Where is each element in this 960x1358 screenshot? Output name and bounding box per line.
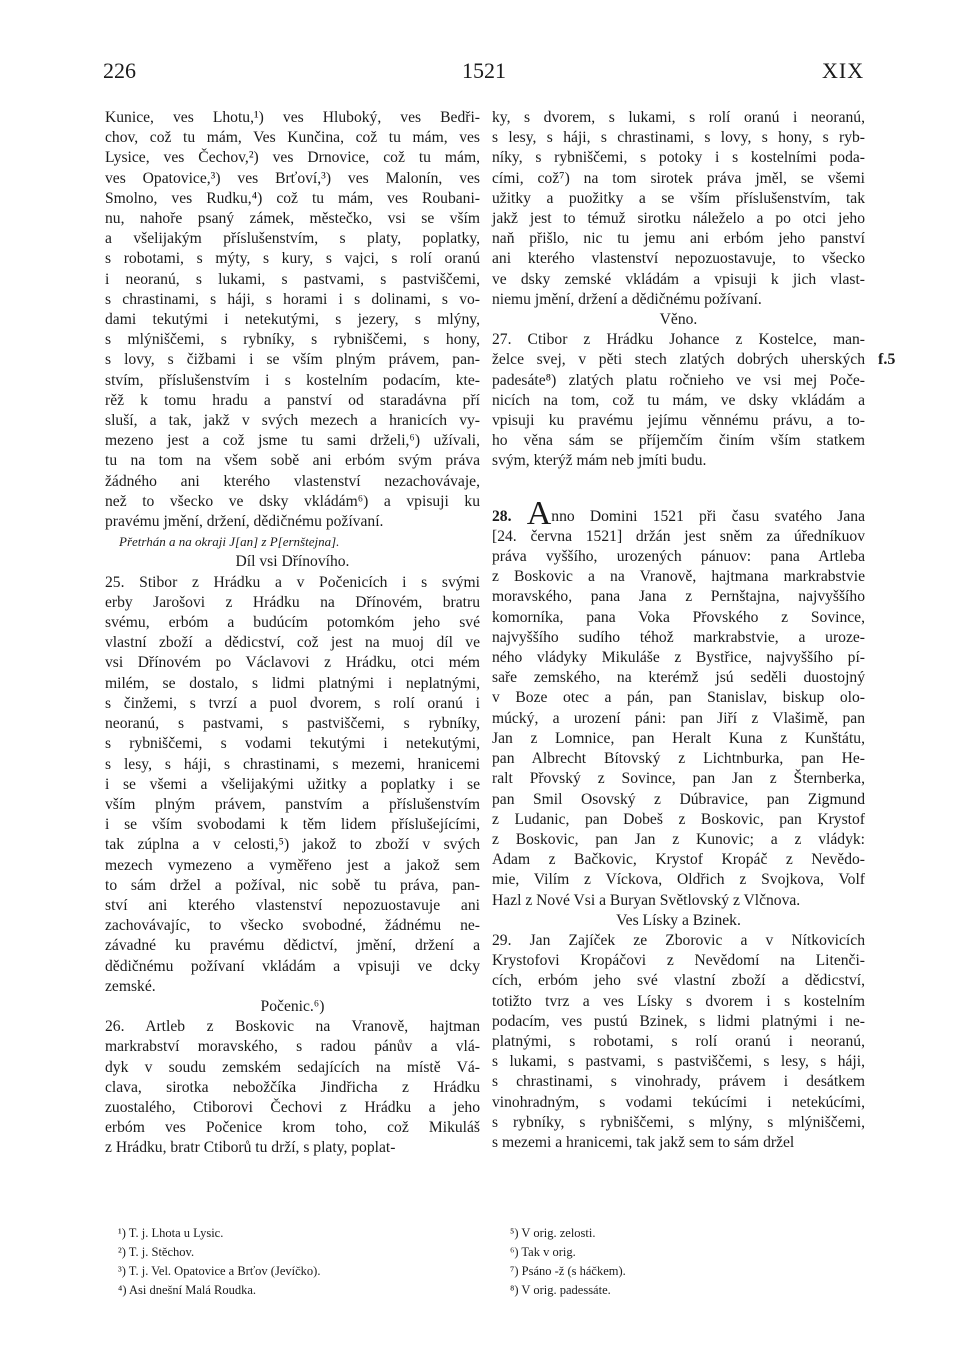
text-line: želce svej, v pěti stech zlatých dobrých uherských	[492, 351, 865, 369]
margin-folio-note: f.5	[878, 351, 896, 368]
text-line: ství ani kterého vlastenství nepozuostavuje ani	[105, 896, 480, 914]
text-line: s rybniščemi, s vodami tekutými i netekutými,	[105, 735, 480, 753]
text-line: s mlýniščemi, s rybníky, s rybniščemi, s hony,	[105, 331, 480, 349]
text-line: zuostalého, Ctiborovi Čechovi z Hrádku a jeho	[105, 1098, 480, 1116]
text-line: z Boskovic a na Vranově, hajtmana markrabstvie	[492, 568, 865, 586]
text-line: sluší, a tak, jakž v svých mezech a hranicích vy-	[105, 412, 480, 430]
text-line: svému, erbóm a budúcím potomkóm jeho své	[105, 614, 480, 632]
text-line: 29. Jan Zajíček ze Zborovic a v Nítkovicích	[492, 931, 865, 949]
text-line: zachovávajíc, to všecko svobodné, žádnému ne-	[105, 917, 480, 935]
page-year: 1521	[462, 58, 506, 83]
text-line: nicích na tom, což tu mám, ve dsky vkládám a	[492, 391, 865, 409]
footnotes-left	[118, 1224, 320, 1300]
text-line: ho věna sám se příjemčím činím vším statkem	[492, 432, 865, 450]
text-line: s robotami, s mýty, s kury, s vajci, s rolí oranú	[105, 250, 480, 268]
entry-29	[492, 931, 865, 1153]
text-line: saře zemského, na kterémž jsú seděli duostojný	[492, 669, 865, 687]
text-line: cích, erbóm jeho své vlastní zboží a dědicství,	[492, 972, 865, 990]
text-line: vinohradným, s vodami tekúcími i netekúcími,	[492, 1093, 865, 1111]
text-line: komorníka, pana Voka Přovského z Sovince,	[492, 608, 865, 626]
left-column	[105, 108, 480, 1159]
entry-line: nno Domini 1521 při času svatého Jana	[551, 507, 865, 525]
text-line: moravského, pana Jana z Pernštajna, najvyššího	[492, 588, 865, 606]
text-line: podacím, ves pustú Bzinek, s lidmi platnými i ne-	[492, 1012, 865, 1030]
text-line: závadné ku pravému dědictví, jmění, držení a	[105, 937, 480, 955]
text-line: Adam z Bačkovic, Krystof Kropáč z Nevědo-	[492, 851, 865, 869]
footnote: ⁷) Psáno -ž (s háčkem).	[510, 1264, 626, 1278]
text-line: mezeno jest a což jsme tu sami drželi,⁶) užívali,	[105, 432, 480, 450]
text-line: Smolno, ves Rudku,⁴) což tu mám, ves Roubani-	[105, 189, 480, 207]
text-line: svým, kterýž mám neb jmíti budu.	[492, 452, 707, 470]
text-line: užitky a puožitky a se vším příslušenstvím, tak	[492, 189, 865, 207]
text-line: 27. Ctibor z Hrádku Johance z Kostelce, man-	[492, 331, 865, 349]
entry-27	[492, 330, 865, 471]
text-line: markrabství moravského, s radou pánův a vlá-	[105, 1038, 480, 1056]
text-line: s lesy, s háji, s chrastinami, s lovy, s hony, s ryb-	[492, 129, 865, 147]
text-line: zemské.	[105, 977, 156, 995]
text-line: najvyššího sudího téhož markrabstvie, a uroze-	[492, 628, 865, 646]
text-line: vším plným právem, panstvím a příslušenstvím	[105, 795, 480, 813]
text-line: Jan z Lomnice, pan Heralt Kuna z Kunštátu,	[492, 729, 865, 747]
text-line: cími, což⁷) na tom sirotek práva jměl, se všemi	[492, 169, 865, 187]
text-line: s lukami, s pastvami, s pastviščemi, s lesy, s háji,	[492, 1053, 865, 1071]
right-text-block	[492, 108, 865, 310]
footnote: ³) T. j. Vel. Opatovice a Brťov (Jevíčko).	[118, 1264, 321, 1278]
text-line: s chrastinami, s vinohrady, právem i desátkem	[492, 1073, 865, 1091]
entry-25	[105, 573, 480, 997]
text-line: pan Albrecht Bítovský z Lichtnburka, pan He-	[492, 750, 865, 768]
section-heading: Díl vsi Dřínovího.	[235, 553, 350, 571]
right-column	[492, 108, 865, 1153]
text-line: a všelijakým příslušenstvím, s platy, poplatky,	[105, 230, 480, 248]
left-text-block	[105, 108, 480, 532]
text-line: 26. Artleb z Boskovic na Vranově, hajtman	[105, 1018, 480, 1036]
text-line: Kunice, ves Lhotu,¹) ves Hluboký, ves Bedři-	[105, 109, 480, 126]
text-line: neoranú, s pastvami, s pastviščemi, s rybníky,	[105, 715, 480, 733]
footnote: ⁶) Tak v orig.	[510, 1245, 576, 1259]
text-line: ani kterého vlastenství nepozuostavuje, to všecko	[492, 250, 865, 268]
text-line: níky, s rybniščemi, s potoky i s kostelními poda-	[492, 149, 865, 167]
section-heading: Ves Lísky a Bzinek.	[616, 911, 741, 929]
text-line: dyk v soudu zemském sedajících na místě Vá-	[105, 1058, 480, 1076]
text-line: pan Smil Osovský z Dúbravice, pan Zigmund	[492, 790, 865, 808]
text-line: s činžemi, s tvrzí a puol dvorem, s rolí oranú i	[105, 694, 480, 712]
text-line: vpisuji ku pravému jejímu věnnému právu, a to-	[492, 412, 865, 430]
footnote: ⁸) V orig. padessáte.	[510, 1283, 611, 1297]
text-line: tak zúplna a v celosti,⁵) jakož to zboží v svých	[105, 836, 480, 854]
footnotes-right	[510, 1224, 626, 1300]
text-line: [24. června 1521] držán jest sněm za úředníkuov	[492, 527, 865, 545]
text-line: to sám držel a požíval, nic sobě tu práva, pan-	[105, 876, 480, 894]
text-line: vsi Dřínovém po Václavovi z Hrádku, otci mém	[105, 654, 480, 672]
text-line: i se všemi a všelijakými užitky a poplatky i se	[105, 775, 480, 793]
text-line: totižto tvrz a ves Lísky s dvorem i s kostelním	[492, 992, 865, 1010]
drop-cap: A	[526, 494, 552, 532]
text-line: vlastní zboží a dědicství, což jest na muoj díl ve	[105, 634, 480, 652]
entry-28	[492, 527, 865, 911]
text-line: Hazl z Nové Vsi a Buryan Světlovský z Vlčnova.	[492, 891, 801, 909]
text-line: v Boze otec a pán, pan Stanislav, biskup olo-	[492, 689, 865, 707]
text-line: naň přišlo, nic tu jemu ani erbóm jeho panství	[492, 230, 865, 248]
text-line: milém, se dostalo, s lidmi platnými i neplatnými,	[105, 674, 480, 692]
text-line: clava, sirotka nebožčíka Jindřicha z Hrádku	[105, 1078, 480, 1096]
text-line: ky, s dvorem, s lukami, s rolí oranú i neoranú,	[492, 109, 865, 126]
footnote: ⁵) V orig. zelosti.	[510, 1226, 596, 1240]
footnote: ¹) T. j. Lhota u Lysic.	[118, 1226, 224, 1240]
text-line: 25. Stibor z Hrádku a v Počenicích i s svými	[105, 573, 480, 591]
footnote: ²) T. j. Stěchov.	[118, 1245, 195, 1259]
text-line: mie, Vilím z Víckova, Oldřich z Svojkova, Volf	[492, 871, 865, 889]
text-line: mezech vymezeno a vyměřeno jest a jakož sem	[105, 856, 480, 874]
text-line: rěž k tomu hradu a panství od staradávna pří	[105, 391, 480, 409]
text-line: platnými, s robotami, s rolí oranú i neoranú,	[492, 1032, 865, 1050]
text-line: ves Opatovice,³) ves Brťoví,³) ves Malonín, ves	[105, 169, 480, 187]
text-line: padesáte⁸) zlatých platu ročnieho ve vsi mej Poče-	[492, 371, 865, 389]
text-line: žádného ani kterého vlastenství nezachovávaje,	[105, 472, 480, 490]
entry-28-first-line	[492, 494, 865, 532]
text-line: z Hrádku, bratr Ctiborů tu drží, s platy, poplat-	[105, 1139, 396, 1157]
text-line: jakž jest to témuž sirotku náleželo a po otci jeho	[492, 210, 865, 228]
text-line: z Ludanic, pan Dobeš z Boskovic, pan Krystof	[492, 810, 865, 828]
text-line: múcký, a urození páni: pan Jiří z Vlašimě, pan	[492, 709, 865, 727]
volume-number: XIX	[822, 58, 865, 83]
section-heading: Počenic.⁶)	[260, 997, 325, 1015]
text-line: ve dsky zemské vkládám a vpisuji k jich vlast-	[492, 270, 865, 288]
text-line: ralt Přovský z Sovince, pan Jan z Šternberka,	[492, 770, 865, 788]
text-line: niemu jmění, držení a dědičnému požívaní.	[492, 290, 762, 308]
text-line: erby Jarošovi z Hrádku na Dřínovém, bratru	[105, 593, 480, 611]
text-line: Lysice, ves Čechov,²) ves Drnovice, což tu mám,	[105, 149, 480, 167]
text-line: s chrastinami, s háji, s horami i s dolinami, s vo-	[105, 290, 480, 308]
footnote: ⁴) Asi dnešní Malá Roudka.	[118, 1283, 257, 1297]
text-line: dami tekutými i netekutými, s jezery, s mlýny,	[105, 311, 480, 329]
text-line: dědičnému požívaní vkládám a vpisuji ve dcky	[105, 957, 480, 975]
text-line: s lesy, s háji, s chrastinami, s mezemi, hranicemi	[105, 755, 480, 773]
text-line: i neoranú, s lukami, s pastvami, s pastviščemi,	[105, 270, 480, 288]
entry-26	[105, 1017, 480, 1158]
entry-number: 28.	[492, 507, 512, 525]
text-line: práva vyššího, urozených pánuov: pana Artleba	[492, 548, 865, 566]
section-heading: Věno.	[659, 311, 698, 329]
left-editorial-note: Přetrhán a na okraji J[an] z P[ernštejna].	[119, 534, 340, 550]
text-line: nu, nahoře psaný zámek, městečko, vsi se vším	[105, 210, 480, 228]
text-line: chov, což tu mám, Ves Kunčina, což tu mám, ves	[105, 129, 480, 147]
text-line: s lovy, s čižbami i se vším plným právem, pan-	[105, 351, 480, 369]
text-line: pravému jmění, držení, dědičnému požívaní.	[105, 513, 384, 531]
text-line: z Boskovic, pan Jan z Kunovic; a z vládyk:	[492, 830, 865, 848]
text-line: stvím, příslušenstvím i s kostelním podacím, kte-	[105, 371, 480, 389]
text-line: než to všecko ve dsky vkládám⁶) a vpisuji ku	[105, 492, 480, 510]
page-number: 226	[103, 58, 136, 83]
text-line: s rybníky, s rybniščemi, s mlýny, s mlýniščemi,	[492, 1113, 865, 1131]
text-line: Krystofovi Kropáčovi z Nevědomí na Litenči-	[492, 952, 865, 970]
text-line: erbóm ves Počenice krom toho, což Mikuláš	[105, 1119, 480, 1137]
text-line: s mezemi a hranicemi, tak jakž sem to sám držel	[492, 1133, 795, 1151]
text-line: tu na tom na všem sobě ani erbóm svým práva	[105, 452, 480, 470]
text-line: ného vládyky Mikuláše z Bystřice, najvyššího pí-	[492, 649, 865, 667]
text-line: i se vším svobodami k těm lidem příslušejícími,	[105, 816, 480, 834]
